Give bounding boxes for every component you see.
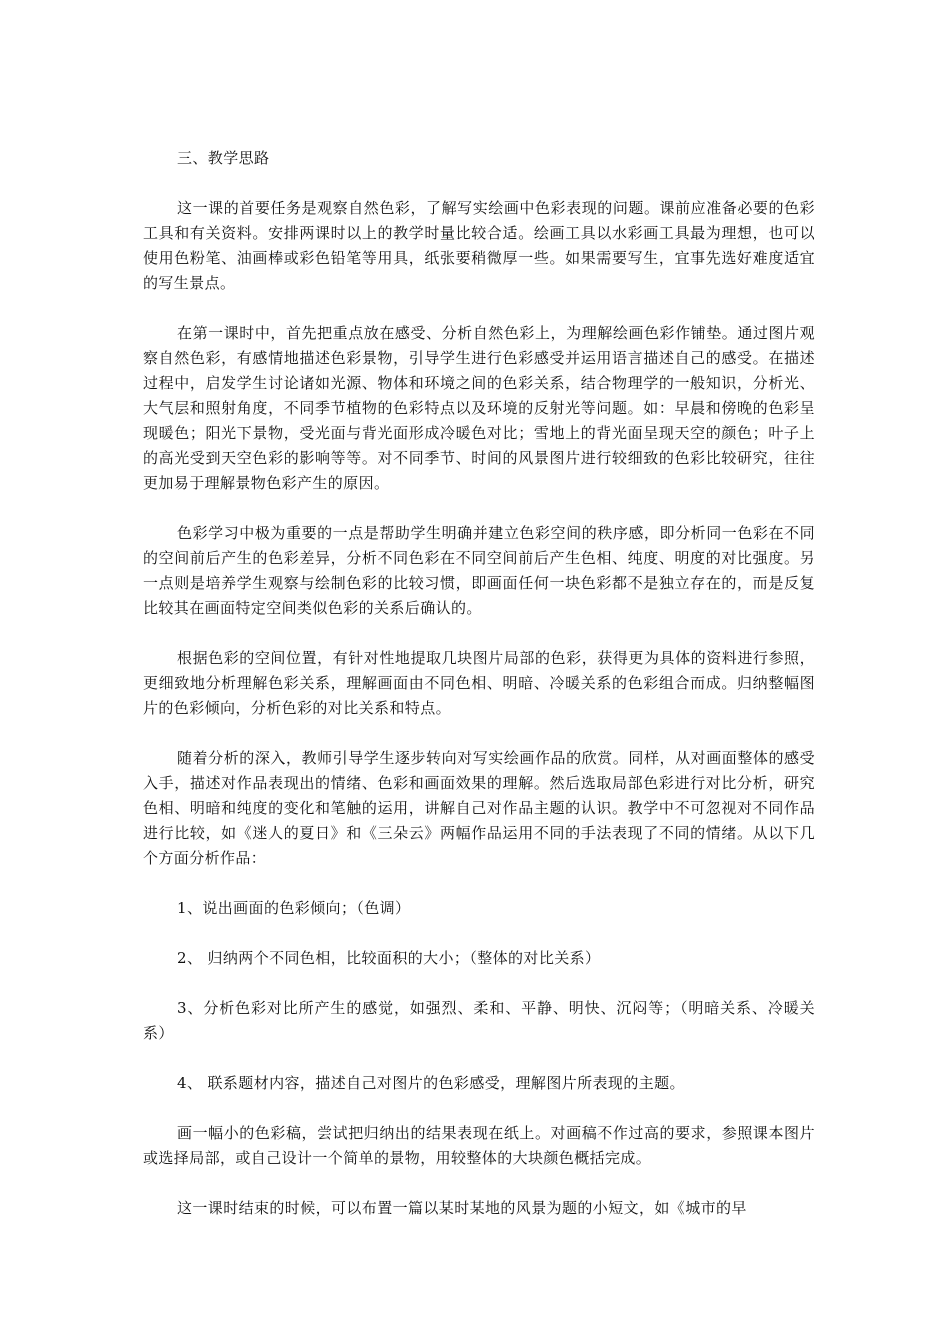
paragraph: 画一幅小的色彩稿，尝试把归纳出的结果表现在纸上。对画稿不作过高的要求，参照课本图片或选择局部，或自己设计一个简单的景物，用较整体的大块颜色概括完成。	[143, 1124, 815, 1167]
paragraph: 根据色彩的空间位置，有针对性地提取几块图片局部的色彩，获得更为具体的资料进行参照，更细致地分析理解色彩关系，理解画面由不同色相、明暗、冷暖关系的色彩组合而成。归纳整幅图片的色彩倾向，分析色彩的对比关系和特点。	[143, 649, 815, 717]
paragraph: 随着分析的深入，教师引导学生逐步转向对写实绘画作品的欣赏。同样，从对画面整体的感受入手，描述对作品表现出的情绪、色彩和画面效果的理解。然后选取局部色彩进行对比分析，研究色相、明暗和纯度的变化和笔触的运用，讲解自己对作品主题的认识。教学中不可忽视对不同作品进行比较，如《迷人的夏日》和《三朵云》两幅作品运用不同的手法表现了不同的情绪。从以下几个方面分析作品：	[143, 749, 815, 867]
paragraph: 这一课时结束的时候，可以布置一篇以某时某地的风景为题的小短文，如《城市的早	[177, 1199, 747, 1217]
section-heading: 三、教学思路	[177, 149, 270, 167]
paragraph: 色彩学习中极为重要的一点是帮助学生明确并建立色彩空间的秩序感，即分析同一色彩在不同的空间前后产生的色彩差异，分析不同色彩在不同空间前后产生色相、纯度、明度的对比强度。另一点则是培养学生观察与绘制色彩的比较习惯，即画面任何一块色彩都不是独立存在的，而是反复比较其在画面特定空间类似色彩的关系后确认的。	[143, 524, 815, 617]
list-item: 2、 归纳两个不同色相，比较面积的大小；（整体的对比关系）	[177, 949, 601, 967]
list-item: 3、分析色彩对比所产生的感觉，如强烈、柔和、平静、明快、沉闷等；（明暗关系、冷暖关系）	[143, 999, 815, 1042]
paragraph: 这一课的首要任务是观察自然色彩，了解写实绘画中色彩表现的问题。课前应准备必要的色彩工具和有关资料。安排两课时以上的教学时量比较合适。绘画工具以水彩画工具最为理想，也可以使用色粉笔、油画棒或彩色铅笔等用具，纸张要稍微厚一些。如果需要写生，宜事先选好难度适宜的写生景点。	[143, 199, 815, 292]
list-item: 1、说出画面的色彩倾向；（色调）	[177, 899, 411, 917]
list-item: 4、 联系题材内容，描述自己对图片的色彩感受，理解图片所表现的主题。	[177, 1074, 685, 1092]
paragraph: 在第一课时中，首先把重点放在感受、分析自然色彩上，为理解绘画色彩作铺垫。通过图片观察自然色彩，有感情地描述色彩景物，引导学生进行色彩感受并运用语言描述自己的感受。在描述过程中，启发学生讨论诸如光源、物体和环境之间的色彩关系，结合物理学的一般知识，分析光、大气层和照射角度，不同季节植物的色彩特点以及环境的反射光等问题。如：早晨和傍晚的色彩呈现暖色；阳光下景物，受光面与背光面形成冷暖色对比；雪地上的背光面呈现天空的颜色；叶子上的高光受到天空色彩的影响等等。对不同季节、时间的风景图片进行较细致的色彩比较研究，往往更加易于理解景物色彩产生的原因。	[143, 324, 815, 492]
document-body	[143, 146, 815, 1221]
